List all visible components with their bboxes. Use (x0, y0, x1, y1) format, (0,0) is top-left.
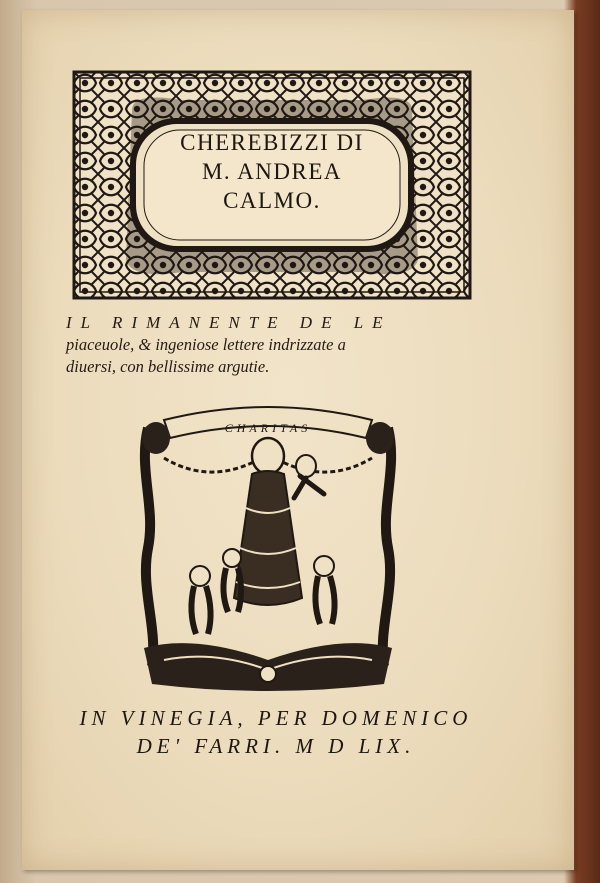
imprint (66, 704, 486, 760)
title-line-1: CHEREBIZZI DI (180, 130, 364, 155)
title-line-3: CALMO. (223, 188, 321, 213)
subtitle-line-3: diuersi, con bellissime argutie. (66, 357, 270, 376)
printers-device-woodcut (134, 398, 402, 696)
banner-text: CHARITAS (224, 421, 312, 435)
book-title (140, 128, 404, 215)
subtitle-line-2: piaceuole, & ingeniose lettere indrizzate a (66, 335, 346, 354)
imprint-line-2: DE' FARRI. M D LIX. (136, 734, 416, 758)
imprint-line-1: IN VINEGIA, PER DOMENICO (79, 706, 473, 730)
title-line-2: M. ANDREA (201, 159, 342, 184)
subtitle (66, 312, 486, 378)
subtitle-line-1: IL RIMANENTE DE LE (66, 313, 392, 332)
